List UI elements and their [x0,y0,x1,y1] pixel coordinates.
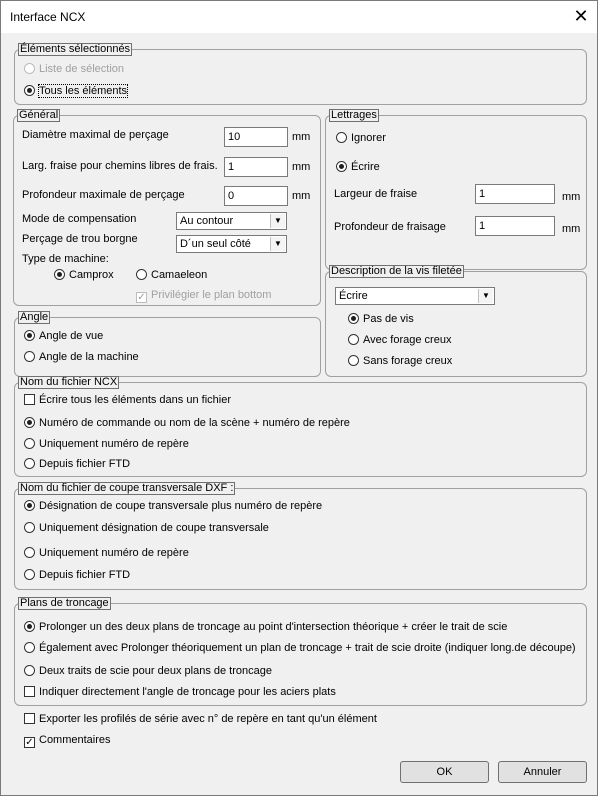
radio-button[interactable] [24,458,35,469]
radio-button[interactable] [24,642,35,653]
radio-button[interactable] [24,522,35,533]
radio-label: Uniquement numéro de repère [39,438,189,450]
checkbox[interactable]: ✓ [137,292,146,303]
group-label: Général [19,109,59,121]
checkbox-label: Écrire tous les éléments dans un fichier [39,394,231,406]
group-label: Éléments sélectionnés [20,43,131,55]
radio-label: Sans forage creux [363,355,453,367]
milling-width-input[interactable]: 1 [224,157,288,177]
radio-camaeleon[interactable] [136,269,207,282]
radio-uniquement-numero[interactable] [24,438,189,451]
group-plans-troncage [14,597,587,706]
checkbox[interactable] [24,686,35,697]
radio-button[interactable] [348,334,359,345]
radio-button[interactable] [336,132,347,143]
radio-deux-traits[interactable] [24,665,272,678]
unit-label: mm [292,190,311,202]
radio-uniquement-numero-dxf[interactable] [24,547,189,560]
radio-depuis-ftd-dxf[interactable] [24,569,130,582]
radio-button[interactable] [24,500,35,511]
window-title: Interface NCX [10,10,86,24]
milling-width-label: Larg. fraise pour chemins libres de frais. [22,160,218,172]
checkbox-label: Privilégier le plan bottom [151,289,272,301]
radio-label: Deux traits de scie pour deux plans de troncage [39,665,272,677]
radio-camprox[interactable] [54,269,114,282]
group-angle [14,311,321,377]
radio-button[interactable] [136,269,147,280]
radio-label: Avec forage creux [363,334,452,346]
unit-label: mm [292,161,311,173]
radio-label: Désignation de coupe transversale plus numéro de repère [39,500,323,512]
radio-numero-commande[interactable] [24,417,350,430]
blind-hole-select[interactable] [176,235,287,253]
checkbox-indiquer-angle[interactable] [24,686,336,699]
radio-button[interactable] [348,313,359,324]
group-label: Description de la vis filetée [331,265,462,277]
select-value: Au contour [180,215,234,227]
depth-input[interactable]: 0 [224,186,288,206]
close-icon[interactable]: ✕ [573,6,589,26]
group-label: Nom du fichier NCX [20,376,118,388]
radio-label: Uniquement numéro de repère [39,547,189,559]
checkbox-privilegier-plan-bottom[interactable] [136,289,271,303]
radio-angle-vue[interactable] [24,330,103,343]
radio-label: Angle de la machine [39,351,139,363]
radio-prolonger[interactable] [24,621,507,634]
group-nom-fichier-dxf [14,482,587,590]
group-elements-selectionnes [14,43,587,105]
radio-ignorer[interactable] [336,132,386,145]
checkbox-commentaires[interactable] [24,734,111,748]
radio-label: Uniquement désignation de coupe transversale [39,522,269,534]
radio-button[interactable] [24,665,35,676]
radio-label: Camprox [69,269,114,281]
radio-label: Depuis fichier FTD [39,569,131,581]
radio-label: Pas de vis [363,313,414,325]
radio-label: Prolonger un des deux plans de troncage au point d'intersection théorique + créer le trait de scie [39,621,508,633]
group-vis-filetee [325,265,587,377]
compensation-select[interactable] [176,212,287,230]
radio-label: Depuis fichier FTD [39,458,131,470]
checkbox-label: Exporter les profilés de série avec n° de repère en tant qu'un élément [39,713,377,725]
radio-depuis-ftd[interactable] [24,458,130,471]
milling-width-label: Largeur de fraise [334,188,418,200]
group-label: Plans de troncage [20,597,109,609]
checkbox-label: Indiquer directement l'angle de troncage pour les aciers plats [39,686,336,698]
unit-label: mm [292,131,311,143]
radio-button[interactable] [24,438,35,449]
radio-button[interactable] [24,621,35,632]
group-lettrages [325,109,587,270]
title-bar [1,1,597,33]
select-value: D´un seul côté [180,238,251,250]
diameter-input[interactable]: 10 [224,127,288,147]
chevron-down-icon[interactable]: ▼ [270,214,285,228]
unit-label: mm [562,223,581,235]
blind-hole-label: Perçage de trou borgne [22,233,138,245]
radio-label: Ignorer [351,132,386,144]
radio-ecrire[interactable] [336,161,380,174]
radio-button[interactable] [24,85,35,96]
milling-depth-label: Profondeur de fraisage [334,221,446,233]
lettrage-depth-input[interactable]: 1 [475,216,555,236]
radio-button[interactable] [24,63,35,74]
radio-button[interactable] [24,330,35,341]
radio-label: Liste de sélection [39,63,124,75]
radio-egalement[interactable] [24,642,576,655]
group-label: Angle [20,311,49,323]
checkbox-exporter-profiles[interactable] [24,713,377,726]
machine-type-label: Type de machine: [22,253,109,265]
compensation-label: Mode de compensation [22,213,137,225]
radio-uniquement-designation[interactable] [24,522,269,535]
radio-label: Également avec Prolonger théoriquement un plan de troncage + trait de scie droite (indiquer long.de découpe) [39,642,576,654]
group-nom-fichier-ncx [14,376,587,477]
diameter-label: Diamètre maximal de perçage [22,129,169,141]
checkbox-label: Commentaires [39,734,111,746]
radio-sans-forage[interactable] [348,355,452,368]
radio-label: Numéro de commande ou nom de la scène + numéro de repère [39,417,350,429]
radio-designation-plus[interactable] [24,500,322,513]
chevron-down-icon[interactable]: ▼ [478,289,493,303]
radio-button[interactable] [348,355,359,366]
radio-button[interactable] [24,417,35,428]
radio-button[interactable] [336,161,347,172]
radio-label: Camaeleon [151,269,208,281]
group-label: Lettrages [331,109,377,121]
radio-label: Écrire [351,161,380,173]
radio-button[interactable] [54,269,65,280]
unit-label: mm [562,191,581,203]
checkbox[interactable] [24,394,35,405]
radio-liste-selection[interactable] [24,63,124,76]
lettrage-width-input[interactable]: 1 [475,184,555,204]
chevron-down-icon[interactable]: ▼ [270,237,285,251]
radio-button[interactable] [24,569,35,580]
radio-label: Tous les éléments [39,85,128,97]
group-label: Nom du fichier de coupe transversale DXF : [20,482,234,494]
radio-tous-elements[interactable] [24,85,127,98]
checkbox[interactable] [24,713,35,724]
depth-label: Profondeur maximale de perçage [22,189,185,201]
radio-angle-machine[interactable] [24,351,139,364]
radio-avec-forage[interactable] [348,334,451,347]
radio-button[interactable] [24,351,35,362]
select-value: Écrire [339,290,368,302]
group-general [13,109,321,306]
radio-pas-de-vis[interactable] [348,313,414,326]
checkbox-ecrire-tous[interactable] [24,394,231,407]
vis-select[interactable] [335,287,495,305]
radio-label: Angle de vue [39,330,104,342]
checkbox[interactable]: ✓ [25,737,34,748]
radio-button[interactable] [24,547,35,558]
cancel-button[interactable]: Annuler [498,761,587,783]
ok-button[interactable]: OK [400,761,489,783]
